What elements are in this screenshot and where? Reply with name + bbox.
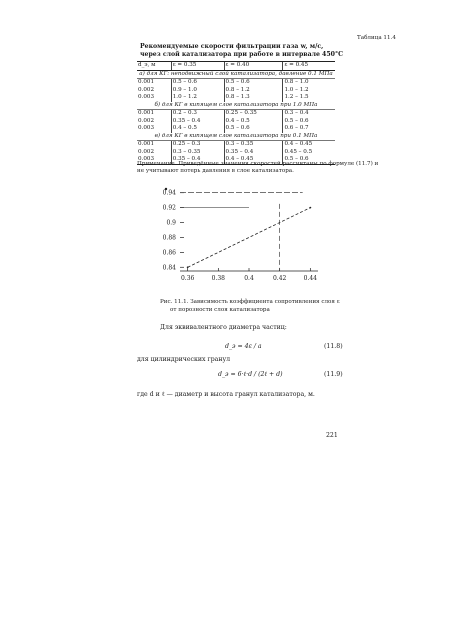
x-tick-label: 0.36 [180, 275, 195, 282]
table-section-title: а) для КГ: неподвижный слой катализатора, давление 0.1 МПа [137, 70, 335, 79]
table-header-cell: d_э, м [137, 62, 171, 71]
table-row: 0.003 0.35 – 0.4 0.4 – 0.45 0.5 – 0.6 [137, 156, 335, 164]
y-tick-label: 0.86 [162, 249, 176, 257]
table-row: 0.001 0.25 – 0.3 0.3 – 0.35 0.4 – 0.45 [137, 141, 335, 149]
table-section-title: б) для КГ в кипящем слое катализатора при 1.0 МПа [137, 102, 335, 110]
formula-2: d_э = 6·ℓ·d / (2ℓ + d) [218, 371, 283, 378]
porosity-chart [140, 183, 340, 295]
filtration-speed-table [137, 61, 335, 165]
formula-1: d_э = 4ε / a [225, 343, 262, 350]
table-header-cell: ε = 0.40 [224, 62, 283, 71]
table-row: 0.003 1.0 – 1.2 0.8 – 1.3 1.2 – 1.5 [137, 94, 335, 102]
table-caption-line-2: через слой катализатора при работе в интервале 450°С [140, 51, 343, 58]
formula-2-number: (11.9) [324, 371, 343, 378]
y-tick-label: 0.94 [162, 189, 176, 197]
table-header-row [137, 62, 335, 71]
formula-1-number: (11.8) [324, 343, 343, 350]
table-section-title: в) для КГ в кипящем слое катализатора при 0.1 МПа [137, 133, 335, 141]
table-header-cell: ε = 0.35 [171, 62, 224, 71]
table-caption-line-1: Рекомендуемые скорости фильтрации газа w, м/с, [140, 43, 324, 50]
table-row: 0.002 0.35 – 0.4 0.4 – 0.5 0.5 – 0.6 [137, 118, 335, 126]
x-tick-label: 0.42 [272, 275, 287, 282]
x-tick-label: 0.44 [303, 275, 318, 282]
y-tick-label: 0.84 [162, 264, 176, 272]
table-row: 0.002 0.3 – 0.35 0.35 – 0.4 0.45 – 0.5 [137, 149, 335, 157]
y-tick-label: 0.92 [162, 204, 176, 212]
data-point [309, 207, 311, 209]
figure-caption-line-2: от порозности слоя катализатора [170, 307, 270, 313]
y-tick-label: 0.9 [166, 219, 176, 227]
table-header-cell: ε = 0.45 [283, 62, 335, 71]
table-row: 0.002 0.9 – 1.0 0.8 – 1.2 1.0 – 1.2 [137, 87, 335, 95]
x-tick-label: 0.4 [244, 275, 254, 282]
x-tick-label: 0.38 [211, 275, 226, 282]
body-intro: Для эквивалентного диаметра частиц: [160, 324, 287, 331]
axis-marker [165, 188, 167, 190]
table-row: 0.003 0.4 – 0.5 0.5 – 0.6 0.6 – 0.7 [137, 125, 335, 133]
series-line [188, 208, 311, 268]
body-line-2: для цилиндрических гранул [137, 356, 231, 363]
page-number: 221 [326, 432, 338, 439]
body-line-3: где d и ℓ — диаметр и высота гранул катализатора, м. [137, 391, 315, 398]
table-row: 0.001 0.2 – 0.3 0.25 – 0.35 0.3 – 0.4 [137, 110, 335, 118]
table-note-line-1: Примечание. Приведённые значения скоростей рассчитаны по формуле (11.7) и [137, 161, 379, 167]
table-row: 0.001 0.5 – 0.6 0.5 – 0.6 0.8 – 1.0 [137, 79, 335, 87]
table-note-line-2: не учитывают потерь давления в слое катализатора. [137, 168, 294, 174]
page-header: Таблица 11.4 [357, 35, 396, 41]
data-point [187, 266, 189, 268]
y-tick-label: 0.88 [162, 234, 176, 242]
figure-caption-line-1: Рис. 11.1. Зависимость коэффициента сопротивления слоя ε [160, 299, 340, 305]
